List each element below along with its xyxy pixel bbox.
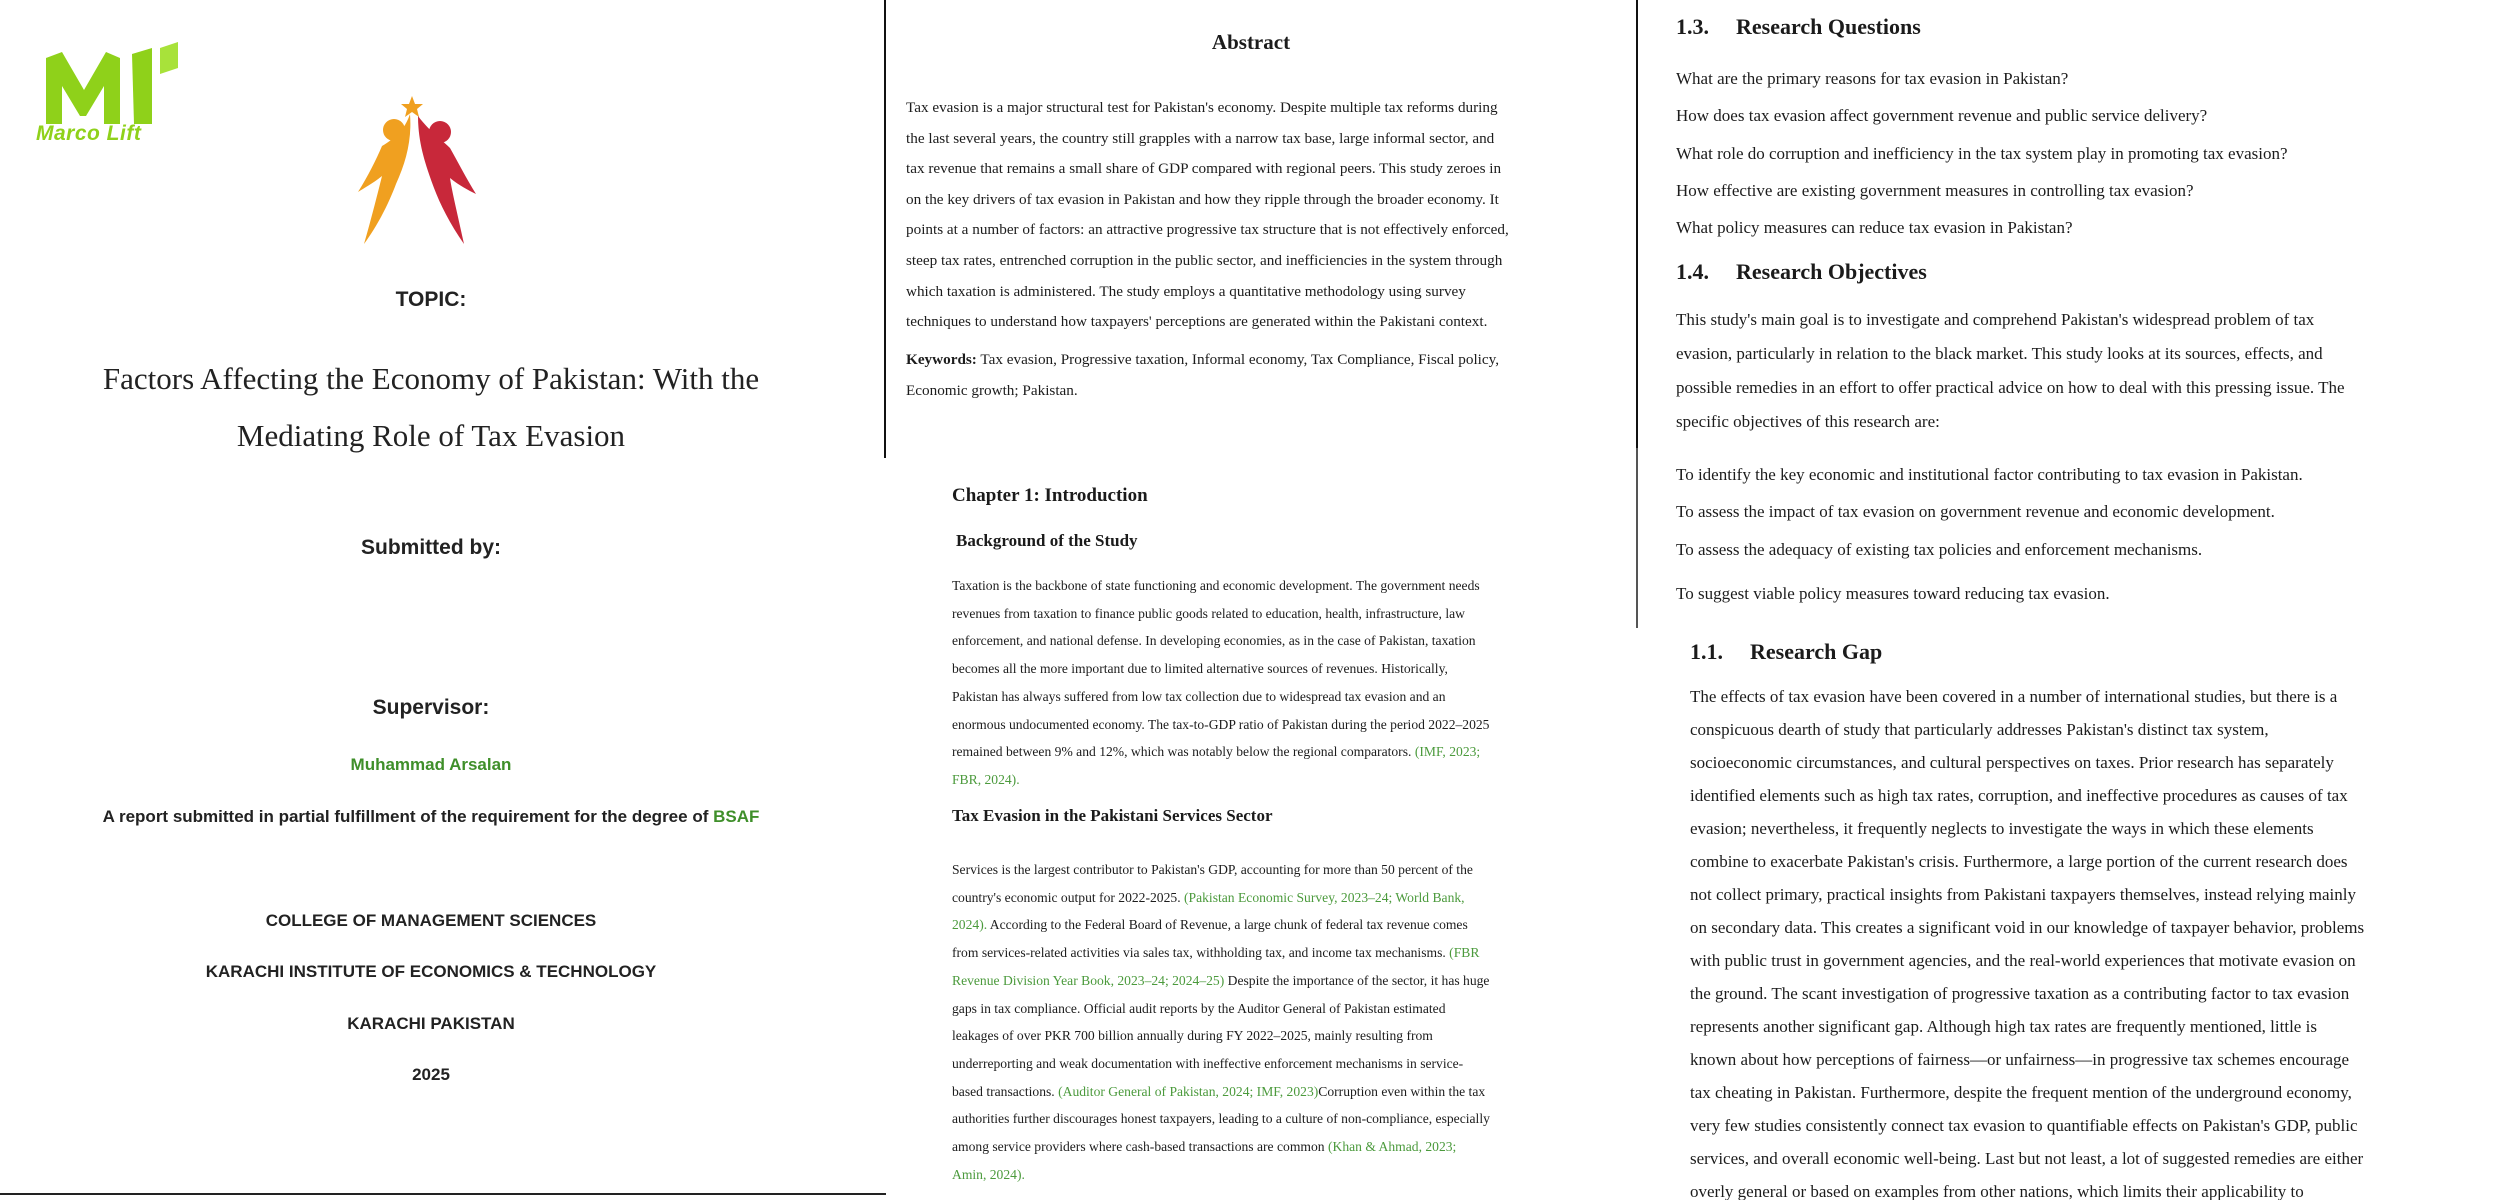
title-page — [0, 0, 886, 1200]
chapter-heading: Chapter 1: Introduction — [952, 485, 1148, 506]
research-question: How effective are existing government measures in controlling tax evasion? — [1676, 180, 2194, 200]
citation: FBR, 2024). — [952, 771, 1020, 787]
gap-line: on secondary data. This creates a significant void in our knowledge of taxpayer behavior, problems — [1690, 918, 2365, 937]
citation: 2024). — [952, 917, 988, 933]
gap-line: socioeconomic circumstances, and cultural perspectives on taxes. Prior research has separately — [1690, 753, 2334, 772]
abstract-line: which taxation is administered. The study employs a quantitative methodology using survey — [906, 282, 1466, 300]
abstract-page — [886, 0, 1638, 1200]
services-line: country's economic output for 2022-2025. (Pakistan Economic Survey, 2023–24; World Bank, — [952, 889, 1465, 905]
services-line — [952, 1161, 1568, 1189]
citation: (Auditor General of Pakistan, 2024; IMF, 2023) — [1058, 1083, 1319, 1099]
gap-line: represents another significant gap. Although high tax rates are frequently mentioned, little is — [1690, 1017, 2317, 1036]
abstract-line: Tax evasion is a major structural test for Pakistan's economy. Despite multiple tax reforms during — [906, 99, 1498, 116]
services-line: based transactions. (Auditor General of Pakistan, 2024; IMF, 2023)Corruption even within the tax — [952, 1083, 1486, 1099]
research-question: How does tax evasion affect government revenue and public service delivery? — [1676, 106, 2208, 126]
degree-statement-text: A report submitted in partial fulfillment of the requirement for the degree of — [102, 807, 709, 826]
degree-statement — [0, 807, 862, 827]
gap-line: not collect primary, practical insights from Pakistani taxpayers themselves, instead relying mainly — [1690, 885, 2356, 904]
gap-line: known about how perceptions of fairness—or unfairness—in progressive tax schemes encourage — [1690, 1050, 2350, 1069]
background-line: becomes all the more important due to limited alternative sources of revenues. Historically, — [952, 661, 1448, 677]
abstract-line: steep tax rates, entrenched corruption in the public sector, and inefficiencies in the system through — [906, 251, 1503, 269]
gap-line: conspicuous dearth of study that particularly addresses Pakistan's distinct tax system, — [1690, 720, 2269, 739]
services-line: 2024). According to the Federal Board of Revenue, a large chunk of federal tax revenue comes — [952, 917, 1468, 933]
research-questions-heading: 1.3. Research Questions — [1676, 14, 1921, 39]
citation: (Khan & Ahmad, 2023; — [1327, 1139, 1457, 1155]
background-line — [952, 766, 1568, 794]
services-line: Services is the largest contributor to Pakistan's GDP, accounting for more than 50 percent of the — [952, 862, 1473, 877]
background-line: enforcement, and national defense. In developing economies, as in the case of Pakistan, taxation — [952, 633, 1476, 649]
services-line: among service providers where cash-based transactions are common (Khan & Ahmad, 2023; — [952, 1139, 1457, 1155]
background-body — [952, 572, 1568, 794]
keywords-label: Keywords: — [906, 351, 977, 368]
research-objective: To assess the adequacy of existing tax policies and enforcement mechanisms. — [1676, 539, 2203, 559]
abstract-line: tax revenue that remains a small share of GDP compared with regional peers. This study zeroes in — [906, 160, 1502, 178]
institute-name: KARACHI INSTITUTE OF ECONOMICS & TECHNOLOGY — [205, 962, 657, 981]
background-line: enormous undocumented economy. The tax-to-GDP ratio of Pakistan during the period 2022–2025 — [952, 716, 1490, 732]
citation: (Pakistan Economic Survey, 2023–24; World Bank, — [1184, 889, 1465, 905]
research-objectives-heading: 1.4. Research Objectives — [1676, 259, 1927, 284]
citation: Amin, 2024). — [952, 1166, 1025, 1182]
abstract-line: points at a number of factors: an attractive progressive tax structure that is not effectively enforced, — [906, 221, 1509, 239]
celebrating-figures-icon — [352, 92, 482, 252]
services-line: Revenue Division Year Book, 2023–24; 2024–25) Despite the importance of the sector, it has huge — [952, 972, 1490, 988]
background-line: remained between 9% and 12%, which was notably below the regional comparators. (IMF, 2023; — [952, 744, 1481, 760]
abstract-keywords — [906, 345, 1606, 406]
abstract-heading: Abstract — [1211, 30, 1291, 54]
abstract-line: the last several years, the country still grapples with a narrow tax base, large informal sector, and — [906, 129, 1495, 147]
objectives-intro-line: specific objectives of this research are: — [1676, 412, 1940, 431]
gap-line: the ground. The scant investigation of progressive taxation as a contributing factor to tax evasion — [1690, 984, 2350, 1003]
research-objective: To identify the key economic and institutional factor contributing to tax evasion in Pakistan. — [1676, 465, 2303, 484]
citation: (IMF, 2023; — [1414, 744, 1481, 760]
research-question: What are the primary reasons for tax evasion in Pakistan? — [1676, 69, 2069, 88]
gap-line: overly general or based on examples from other nations, which limits their applicability to — [1690, 1182, 2304, 1200]
research-gap-body — [1690, 680, 2490, 1200]
submission-year: 2025 — [412, 1065, 450, 1084]
research-objective-last: To suggest viable policy measures toward reducing tax evasion. — [1676, 584, 2110, 603]
citation: (FBR — [1449, 945, 1480, 961]
services-body — [952, 856, 1568, 1188]
objectives-intro — [1676, 303, 2496, 439]
services-line: from services-related activities via sales tax, withholding tax, and income tax mechanisms. (FBR — [952, 945, 1480, 961]
report-title-line-2: Mediating Role of Tax Evasion — [236, 418, 626, 453]
objectives-list — [1676, 456, 2303, 568]
research-question: What policy measures can reduce tax evasion in Pakistan? — [1676, 218, 2073, 238]
services-line: gaps in tax compliance. Official audit reports by the Auditor General of Pakistan estimated — [952, 1000, 1446, 1016]
services-line: authorities further discourages honest taxpayers, leading to a culture of non-compliance, especially — [952, 1111, 1490, 1127]
college-name: COLLEGE OF MANAGEMENT SCIENCES — [265, 911, 597, 930]
city-name: KARACHI PAKISTAN — [347, 1014, 515, 1033]
gap-line: services, and overall economic well-being. Last but not least, a lot of suggested remedies are either — [1690, 1149, 2364, 1168]
background-line: revenues from taxation to finance public goods related to education, health, infrastructure, law — [952, 605, 1465, 621]
objectives-intro-line: possible remedies in an effort to offer practical advice on how to deal with this pressing issue. The — [1676, 378, 2345, 397]
page-bottom-rule — [0, 1193, 886, 1195]
gap-line: combine to exacerbate Pakistan's crisis. Furthermore, a large portion of the current research does — [1690, 852, 2348, 871]
topic-label: TOPIC: — [395, 288, 467, 311]
services-line: underreporting and weak documentation with ineffective enforcement mechanisms in service- — [952, 1055, 1464, 1071]
services-line: leakages of over PKR 700 billion annually during FY 2022–2025, mainly resulting from — [952, 1028, 1433, 1044]
research-questions-list — [1676, 60, 2288, 246]
report-title — [0, 350, 862, 464]
citation: Revenue Division Year Book, 2023–24; 2024–25) — [952, 972, 1225, 988]
abstract-line: on the key drivers of tax evasion in Pakistan and how they ripple through the broader economy. It — [906, 190, 1499, 208]
research-page — [1638, 0, 2500, 1200]
gap-line: very few studies consistently connect tax evasion to quantifiable effects on Pakistan's GDP, public — [1690, 1116, 2358, 1135]
submitted-by-label: Submitted by: — [361, 536, 501, 559]
gap-line: tax cheating in Pakistan. Furthermore, despite the frequent mention of the underground economy, — [1690, 1083, 2352, 1102]
brand-logo-caption: Marco Lift — [36, 122, 142, 145]
research-gap-heading: 1.1. Research Gap — [1690, 639, 1883, 664]
background-line: Taxation is the backbone of state functioning and economic development. The government needs — [952, 578, 1480, 593]
background-line: Pakistan has always suffered from low tax collection due to widespread tax evasion and an — [952, 688, 1446, 704]
gap-line: identified elements such as high tax rates, corruption, and ineffective procedures as causes of tax — [1690, 786, 2348, 805]
gap-line: The effects of tax evasion have been covered in a number of international studies, but there is a — [1690, 687, 2338, 706]
report-title-line-1: Factors Affecting the Economy of Pakistan: With the — [102, 361, 760, 396]
supervisor-label: Supervisor: — [372, 696, 490, 719]
keywords-line-2: Economic growth; Pakistan. — [906, 381, 1078, 399]
abstract-line: techniques to understand how taxpayers' perceptions are generated within the Pakistani context. — [906, 313, 1488, 331]
brand-logo — [28, 28, 188, 158]
objectives-intro-line: evasion, particularly in relation to the black market. This study looks at its sources, effects, and — [1676, 344, 2323, 363]
university-emblem — [352, 92, 482, 252]
services-heading: Tax Evasion in the Pakistani Services Sector — [952, 806, 1273, 825]
abstract-body — [906, 93, 1606, 338]
degree-name: BSAF — [713, 807, 760, 826]
background-heading: Background of the Study — [956, 531, 1138, 550]
keywords-line-1: Tax evasion, Progressive taxation, Informal economy, Tax Compliance, Fiscal policy, — [980, 351, 1500, 368]
research-question: What role do corruption and inefficiency in the tax system play in promoting tax evasion? — [1676, 143, 2288, 163]
research-objective: To assess the impact of tax evasion on government revenue and economic development. — [1676, 502, 2275, 522]
gap-line: evasion; nevertheless, it frequently neglects to investigate the ways in which these elements — [1690, 819, 2314, 838]
objectives-intro-line: This study's main goal is to investigate and comprehend Pakistan's widespread problem of tax — [1676, 310, 2315, 329]
gap-line: with public trust in government agencies, and the real-world experiences that motivate evasion on — [1690, 951, 2356, 970]
supervisor-name: Muhammad Arsalan — [350, 755, 512, 774]
